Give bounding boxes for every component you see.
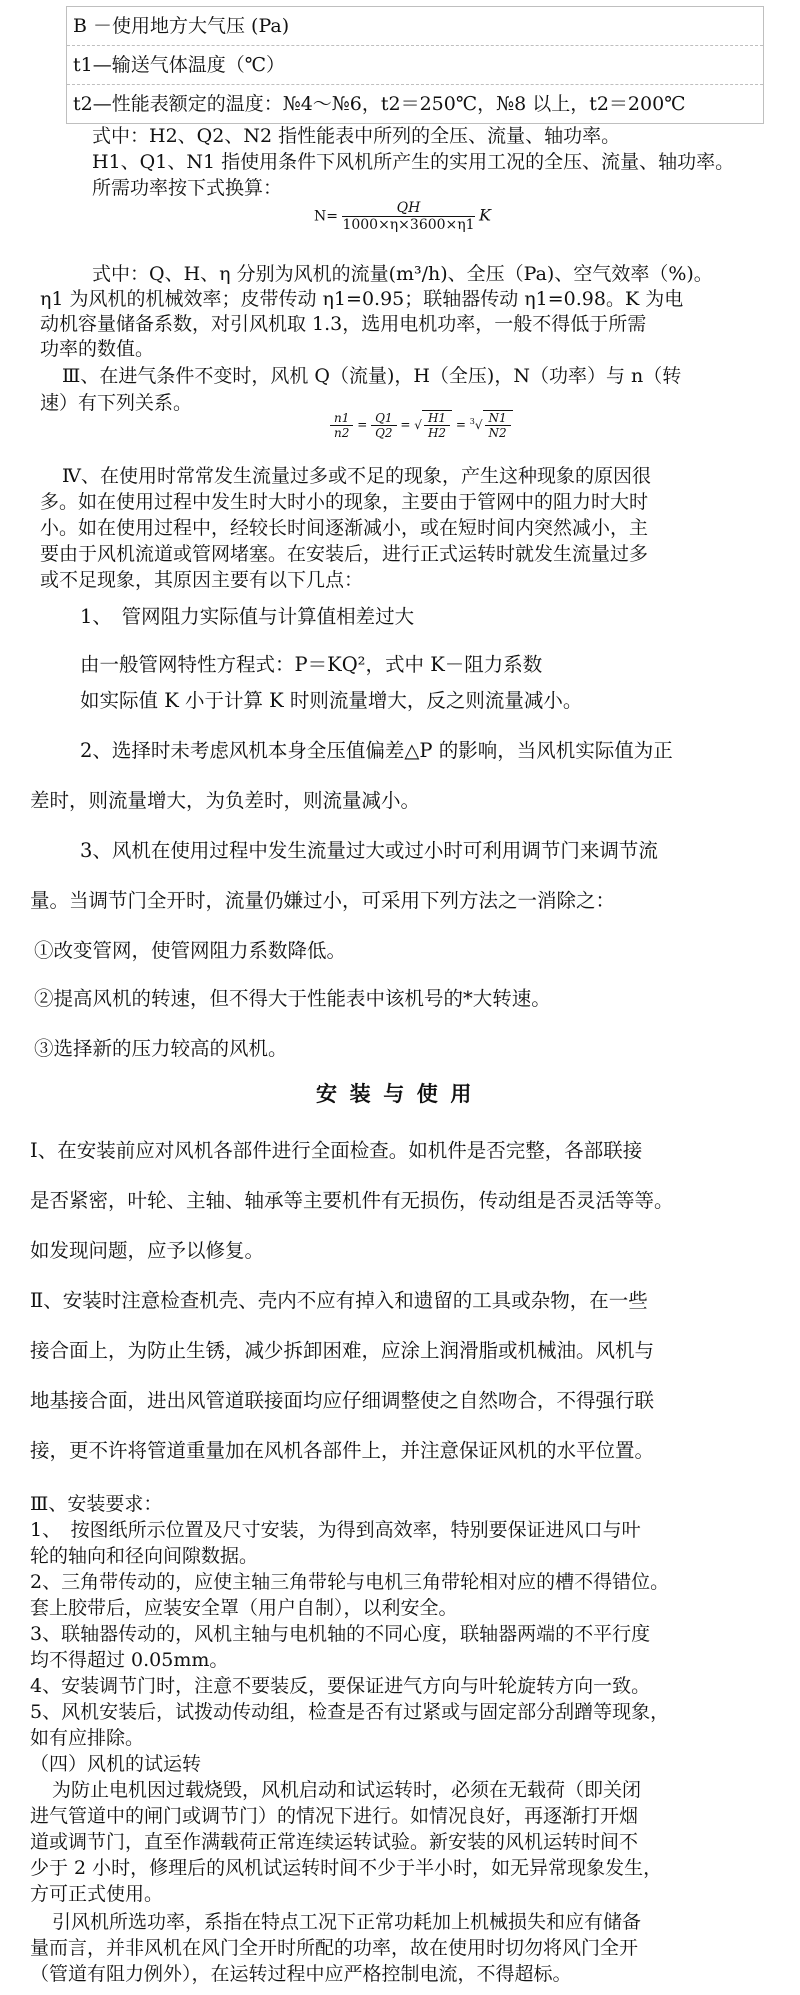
table-row <box>67 85 764 124</box>
text-line: 如实际值 K 小于计算 K 时则流量增大，反之则流量减小。 <box>80 689 583 712</box>
definition-t2: t2—性能表额定的温度：№4～№6，t2＝250℃，№8 以上，t2＝200℃ <box>67 85 764 124</box>
text-line: 量而言，并非风机在风门全开时所配的功率，故在使用时切勿将风门全开 <box>30 1937 639 1959</box>
section-heading: 安装与使用 <box>316 1081 484 1106</box>
text-line: （管道有阻力例外），在运转过程中应严格控制电流，不得超标。 <box>30 1963 572 1985</box>
text-line: 套上胶带后，应装安全罩（用户自制），以利安全。 <box>30 1597 458 1619</box>
text-line: 5、风机安装后，试拨动传动组，检查是否有过紧或与固定部分刮蹭等现象， <box>30 1701 670 1723</box>
text-line: ③选择新的压力较高的风机。 <box>34 1037 288 1060</box>
text-line: 或不足现象，其原因主要有以下几点： <box>40 569 364 591</box>
formula-lhs: N= <box>314 208 338 225</box>
text-line: 多。如在使用过程中发生时大时小的现象，主要由于管网中的阻力时大时 <box>40 491 649 513</box>
text-line: Ⅳ、在使用时常常发生流量过多或不足的现象，产生这种现象的原因很 <box>62 465 651 487</box>
definitions-table <box>66 6 764 124</box>
text-line: 如发现问题，应予以修复。 <box>30 1239 265 1262</box>
text-line: 1、 管网阻力实际值与计算值相差过大 <box>80 605 415 628</box>
text-line: Ⅰ、在安装前应对风机各部件进行全面检查。如机件是否完整，各部联接 <box>30 1139 643 1162</box>
text-line: 2、三角带传动的，应使主轴三角带轮与电机三角带轮相对应的槽不得错位。 <box>30 1571 670 1593</box>
text-line: 1、 按图纸所示位置及尺寸安装，为得到高效率，特别要保证进风口与叶 <box>30 1519 641 1541</box>
formula-coefficient: K <box>479 205 491 225</box>
formula-fraction <box>342 200 474 233</box>
similarity-formula: $\frac{n1}{n2}$ = $\frac{Q1}{Q2}$ = √ $\frac{H1}{H2}$ = $^3$√ $\frac{N1}{N2}$ <box>330 410 513 440</box>
text-line: 是否紧密，叶轮、主轴、轴承等主要机件有无损伤，传动组是否灵活等等。 <box>30 1189 674 1212</box>
text-line: Ⅲ、在进气条件不变时，风机 Q（流量)，H（全压)，N（功率）与 n（转 <box>62 365 682 387</box>
text-line: 差时，则流量增大，为负差时，则流量减小。 <box>30 789 421 812</box>
power-cube-root: $^3$√ $\frac{N1}{N2}$ <box>470 410 513 440</box>
text-line: 3、联轴器传动的，风机主轴与电机轴的不同心度，联轴器两端的不平行度 <box>30 1623 651 1645</box>
text-line: H1、Q1、N1 指使用条件下风机所产生的实用工况的全压、流量、轴功率。 <box>92 151 735 173</box>
text-line: 要由于风机流道或管网堵塞。在安装后，进行正式运转时就发生流量过多 <box>40 543 649 565</box>
flow-ratio: $\frac{Q1}{Q2}$ <box>371 411 396 440</box>
text-line: 2、选择时未考虑风机本身全压值偏差△P 的影响，当风机实际值为正 <box>80 739 673 762</box>
text-line: 由一般管网特性方程式：P＝KQ²，式中 K－阻力系数 <box>80 653 543 676</box>
text-line: 速）有下列关系。 <box>40 392 193 414</box>
definition-t1: t1—输送气体温度（℃） <box>67 46 764 85</box>
pressure-root: √ $\frac{H1}{H2}$ <box>414 410 452 440</box>
text-line: 接，更不许将管道重量加在风机各部件上，并注意保证风机的水平位置。 <box>30 1439 655 1462</box>
text-line: 轮的轴向和径向间隙数据。 <box>30 1545 259 1567</box>
text-line: 3、风机在使用过程中发生流量过大或过小时可利用调节门来调节流 <box>80 839 658 862</box>
text-line: 式中：Q、H、η 分别为风机的流量(m³/h)、全压（Pa)、空气效率（%)。 <box>92 263 713 285</box>
text-line: Ⅲ、安装要求： <box>30 1493 163 1515</box>
speed-ratio: $\frac{n1}{n2}$ <box>330 411 353 440</box>
text-line: 少于 2 小时，修理后的风机试运转时间不少于半小时，如无异常现象发生， <box>30 1857 663 1879</box>
text-line: 方可正式使用。 <box>30 1883 164 1905</box>
text-line: η1 为风机的机械效率；皮带传动 η1=0.95；联轴器传动 η1=0.98。K 为电 <box>40 288 684 310</box>
text-line: 式中：H2、Q2、N2 指性能表中所列的全压、流量、轴功率。 <box>92 125 621 147</box>
table-row <box>67 46 764 85</box>
text-line: 接合面上，为防止生锈，减少拆卸困难，应涂上润滑脂或机械油。风机与 <box>30 1339 655 1362</box>
definition-pressure: B －使用地方大气压 (Pa) <box>67 7 764 46</box>
text-line: 引风机所选功率，系指在特点工况下正常功耗加上机械损失和应有储备 <box>52 1911 642 1933</box>
text-line: 为防止电机因过载烧毁，风机启动和试运转时，必须在无载荷（即关闭 <box>52 1779 642 1801</box>
text-line: ①改变管网，使管网阻力系数降低。 <box>34 939 347 962</box>
table-row <box>67 7 764 46</box>
formula-numerator: QH <box>342 200 474 217</box>
text-line: 功率的数值。 <box>40 338 155 360</box>
text-line: 道或调节门，直至作满载荷正常连续运转试验。新安装的风机运转时间不 <box>30 1831 639 1853</box>
text-line: 量。当调节门全开时，流量仍嫌过小，可采用下列方法之一消除之： <box>30 889 616 912</box>
text-line: 4、安装调节门时，注意不要装反，要保证进气方向与叶轮旋转方向一致。 <box>30 1675 651 1697</box>
text-line: 动机容量储备系数，对引风机取 1.3，选用电机功率，一般不得低于所需 <box>40 313 647 335</box>
text-line: 进气管道中的闸门或调节门）的情况下进行。如情况良好，再逐渐打开烟 <box>30 1805 639 1827</box>
text-line: 均不得超过 0.05mm。 <box>30 1649 229 1671</box>
text-line: 小。如在使用过程中，经较长时间逐渐减小，或在短时间内突然减小，主 <box>40 517 649 539</box>
text-line: Ⅱ、安装时注意检查机壳、壳内不应有掉入和遗留的工具或杂物，在一些 <box>30 1289 648 1312</box>
text-line: ②提高风机的转速，但不得大于性能表中该机号的*大转速。 <box>34 987 551 1010</box>
text-line: 所需功率按下式换算： <box>92 177 283 199</box>
power-formula <box>314 200 491 233</box>
text-line: （四）风机的试运转 <box>30 1753 202 1775</box>
text-line: 如有应排除。 <box>30 1727 145 1749</box>
formula-denominator: 1000×η×3600×η1 <box>342 217 475 233</box>
text-line: 地基接合面，进出风管道联接面均应仔细调整使之自然吻合，不得强行联 <box>30 1389 655 1412</box>
